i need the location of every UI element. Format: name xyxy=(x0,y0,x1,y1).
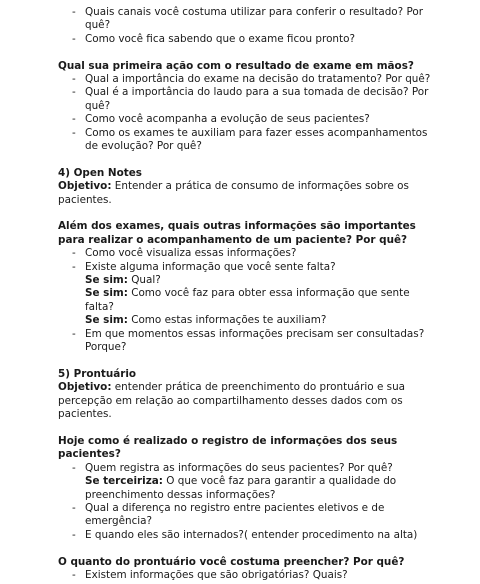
dash: - xyxy=(72,126,76,139)
sub-text: Qual? xyxy=(127,274,161,287)
question-first-action: Qual sua primeira ação com o resultado de exame em mãos? xyxy=(58,59,414,72)
dash: - xyxy=(72,568,76,581)
list-item xyxy=(0,127,480,154)
sub-label: Se sim: xyxy=(85,314,128,327)
bullet-text: Quais canais você costuma utilizar para conferir o resultado? Por quê? xyxy=(85,6,423,32)
bullet-list-prontuario xyxy=(0,462,480,475)
sub-item xyxy=(0,287,480,314)
question-quanto-prontuario: O quanto do prontuário você costuma preencher? Por quê? xyxy=(58,555,405,568)
list-item xyxy=(0,113,480,126)
dash: - xyxy=(72,86,76,99)
dash: - xyxy=(72,528,76,541)
bullet-text: Quem registra as informações do seus pacientes? Por quê? xyxy=(85,461,393,474)
sub-text: Como estas informações te auxiliam? xyxy=(127,314,327,327)
section-heading-open-notes: 4) Open Notes xyxy=(58,166,142,179)
dash: - xyxy=(72,327,76,340)
sub-item xyxy=(0,274,480,287)
dash: - xyxy=(72,73,76,86)
dash: - xyxy=(72,6,76,18)
bullet-text: E quando eles são internados?( entender procedimento na alta) xyxy=(85,528,418,541)
bullet-text: Qual a diferença no registro entre pacientes eletivos e de emergência? xyxy=(85,501,385,528)
dash: - xyxy=(72,501,76,514)
bullet-text: Como você visualiza essas informações? xyxy=(85,247,297,260)
objective-label: Objetivo: xyxy=(58,381,112,394)
dash: - xyxy=(72,247,76,260)
question-registro: Hoje como é realizado o registro de informações dos seus pacientes? xyxy=(58,434,398,461)
sub-label: Se sim: xyxy=(85,287,128,300)
sub-item xyxy=(0,314,480,327)
list-item xyxy=(0,247,480,260)
objective-label: Objetivo: xyxy=(58,180,112,193)
bullet-text: Qual a importância do exame na decisão do tratamento? Por quê? xyxy=(85,73,431,86)
list-item xyxy=(0,33,480,46)
list-item xyxy=(0,529,480,542)
section-objective xyxy=(58,381,440,421)
bullet-text: Existem informações que são obrigatórias? Quais? xyxy=(85,568,348,581)
bullet-text: Qual é a importância do laudo para a sua tomada de decisão? Por quê? xyxy=(85,86,429,112)
bullet-text: Como os exames te auxiliam para fazer esses acompanhamentos de evolução? Por quê? xyxy=(85,126,428,153)
list-item xyxy=(0,502,480,529)
sub-label: Se sim: xyxy=(85,274,128,287)
bullet-list-q1 xyxy=(0,73,480,153)
objective-text: entender prática de preenchimento do prontuário e sua percepção em relação ao compartilhamento desses dados com os pacientes. xyxy=(58,381,406,421)
bullet-text: Em que momentos essas informações precisam ser consultadas? Porque? xyxy=(85,327,425,354)
sub-text: O que você faz para garantir a qualidade do preenchimento dessas informações? xyxy=(85,475,397,501)
list-item xyxy=(0,569,480,582)
bullet-text: Como você acompanha a evolução de seus pacientes? xyxy=(85,113,370,126)
question-other-info: Além dos exames, quais outras informações são importantes para realizar o acompanhamento de um paciente? Por quê? xyxy=(58,220,416,246)
bullet-list-open-notes xyxy=(0,247,480,274)
bullet-list-last xyxy=(0,569,480,582)
bullet-list-open-notes-2 xyxy=(0,328,480,355)
list-item xyxy=(0,261,480,274)
sub-text: Como você faz para obter essa informação que sente falta? xyxy=(85,287,410,313)
bullet-text: Existe alguma informação que você sente falta? xyxy=(85,260,336,273)
objective-text: Entender a prática de consumo de informações sobre os pacientes. xyxy=(58,180,409,206)
section-objective xyxy=(58,180,440,207)
list-item xyxy=(0,86,480,113)
bullet-list-top xyxy=(0,6,480,46)
dash: - xyxy=(72,32,76,45)
dash: - xyxy=(72,113,76,126)
dash: - xyxy=(72,260,76,273)
sub-label: Se terceiriza: xyxy=(85,475,163,488)
dash: - xyxy=(72,461,76,474)
bullet-list-prontuario-2 xyxy=(0,502,480,542)
list-item xyxy=(0,462,480,475)
list-item xyxy=(0,6,480,33)
sub-item xyxy=(0,475,480,502)
section-heading-prontuario: 5) Prontuário xyxy=(58,367,137,380)
list-item xyxy=(0,73,480,86)
bullet-text: Como você fica sabendo que o exame ficou pronto? xyxy=(85,32,355,45)
list-item xyxy=(0,328,480,355)
